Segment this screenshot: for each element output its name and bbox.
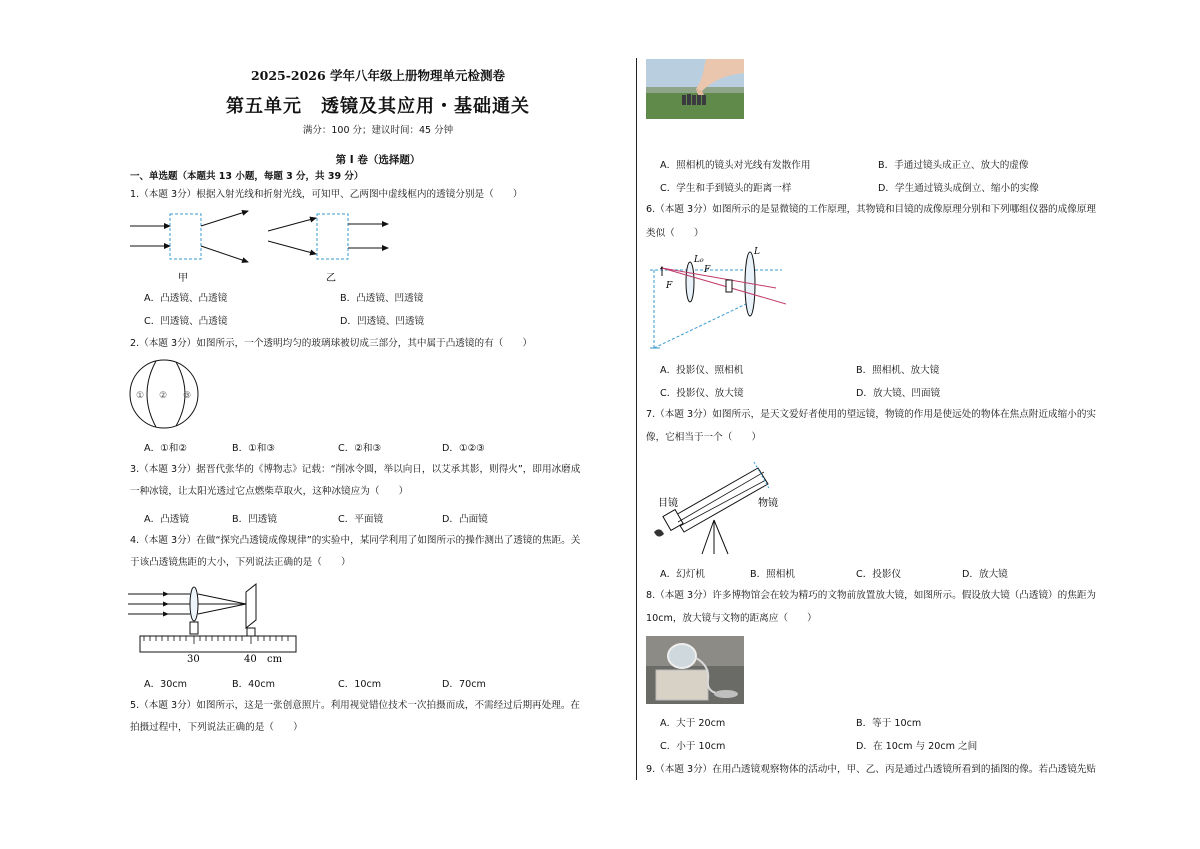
- q7-option-c[interactable]: C．投影仪: [856, 569, 902, 580]
- question-6-stem-line-2: 类似（ ）: [646, 228, 704, 239]
- question-6-stem-line-1: 6.（本题 3分）如图所示的是显微镜的工作原理，其物镜和目镜的成像原理分别和下列哪组仪器的成像原理: [646, 204, 1097, 215]
- question-5-stem-line-2: 拍摄过程中，下列说法正确的是（ ）: [130, 722, 303, 733]
- eyepiece-label: 目镜: [658, 498, 678, 509]
- right-column: [646, 0, 1146, 849]
- eyepiece-label-l: L: [754, 247, 760, 257]
- question-9-stem: 9.（本题 3分）在用凸透镜观察物体的活动中，甲、乙、丙是通过凸透镜所看到的插图的像。若凸透镜先贴: [646, 764, 1097, 775]
- q6-option-c[interactable]: C．投影仪、放大镜: [660, 388, 744, 399]
- q1-figure: [126, 206, 406, 286]
- focal-point-f-right: F: [704, 265, 711, 275]
- section-heading: 第 I 卷（选择题）: [335, 154, 421, 166]
- q6-microscope-figure: [646, 246, 786, 354]
- column-divider: [636, 58, 637, 780]
- focal-point-f-left: F: [666, 281, 673, 291]
- q2-option-c[interactable]: C．②和③: [338, 443, 382, 454]
- q8-option-d[interactable]: D．在 10cm 与 20cm 之间: [856, 741, 978, 752]
- question-4-stem-line-2: 于该凸透镜焦距的大小，下列说法正确的是（ ）: [130, 557, 351, 568]
- q8-option-a[interactable]: A．大于 20cm: [660, 718, 726, 729]
- fig-label-jia: 甲: [178, 273, 188, 284]
- question-2-stem: 2.（本题 3分）如图所示，一个透明均匀的玻璃球被切成三部分，其中属于凸透镜的有（ ）: [130, 338, 533, 349]
- q5-option-b[interactable]: B．手通过镜头成正立、放大的虚像: [878, 160, 1029, 171]
- ruler-mark-40: 40: [244, 654, 257, 665]
- question-7-stem-line-2: 像，它相当于一个（ ）: [646, 432, 762, 443]
- part-heading: 一、单选题（本题共 13 小题，每题 3 分，共 39 分）: [130, 171, 364, 182]
- q2-glass-ball-figure: [128, 358, 200, 430]
- q5-option-a[interactable]: A．照相机的镜头对光线有发散作用: [660, 160, 811, 171]
- question-3-stem-line-1: 3.（本题 3分）据晋代张华的《博物志》记载：“削冰令圆，举以向日，以艾承其影，则得火”，即用冰磨成: [130, 464, 581, 475]
- question-8-stem-line-1: 8.（本题 3分）许多博物馆会在较为精巧的文物前放置放大镜，如图所示。假设放大镜（凸透镜）的焦距为: [646, 590, 1097, 601]
- q6-option-d[interactable]: D．放大镜、凹面镜: [856, 388, 941, 399]
- ruler-mark-30: 30: [187, 654, 200, 665]
- part-1-label: ①: [136, 391, 145, 401]
- question-1-stem: 1.（本题 3分）根据入射光线和折射光线，可知甲、乙两图中虚线框内的透镜分别是（ ）: [130, 189, 523, 200]
- question-7-stem-line-1: 7.（本题 3分）如图所示，是天文爱好者使用的望远镜，物镜的作用是使远处的物体在焦点附近成缩小的实: [646, 409, 1097, 420]
- q7-option-d[interactable]: D．放大镜: [962, 569, 1008, 580]
- part-2-label: ②: [159, 391, 168, 401]
- q1-option-a[interactable]: A．凸透镜、凸透镜: [144, 293, 228, 304]
- question-8-stem-line-2: 10cm，放大镜与文物的距离应（ ）: [646, 613, 817, 624]
- objective-label: 物镜: [758, 498, 778, 509]
- q8-magnifier-photo: [646, 636, 744, 704]
- part-3-label: ③: [183, 391, 192, 401]
- left-column: [126, 0, 630, 849]
- q3-option-c[interactable]: C．平面镜: [338, 514, 384, 525]
- q2-option-a[interactable]: A．①和②: [144, 443, 187, 454]
- q4-optical-bench-figure: [128, 580, 300, 666]
- q2-option-b[interactable]: B．①和③: [232, 443, 275, 454]
- q6-option-a[interactable]: A．投影仪、照相机: [660, 365, 744, 376]
- q7-option-a[interactable]: A．幻灯机: [660, 569, 705, 580]
- q5-option-d[interactable]: D．学生通过镜头成倒立、缩小的实像: [878, 183, 1039, 194]
- q7-telescope-figure: [646, 454, 786, 558]
- q1-option-c[interactable]: C．凹透镜、凸透镜: [144, 316, 228, 327]
- q8-option-c[interactable]: C．小于 10cm: [660, 741, 726, 752]
- q1-option-d[interactable]: D．凹透镜、凹透镜: [340, 316, 425, 327]
- question-3-stem-line-2: 一种冰镜，让太阳光透过它点燃柴草取火，这种冰镜应为（ ）: [130, 486, 409, 497]
- q5-creative-photo: [646, 59, 744, 119]
- q4-option-a[interactable]: A．30cm: [144, 679, 187, 690]
- unit-title: 第五单元 透镜及其应用・基础通关: [226, 96, 530, 117]
- exam-meta: 满分：100 分；建议时间：45 分钟: [302, 125, 454, 136]
- q8-option-b[interactable]: B．等于 10cm: [856, 718, 922, 729]
- q5-option-c[interactable]: C．学生和手到镜头的距离一样: [660, 183, 792, 194]
- q4-option-c[interactable]: C．10cm: [338, 679, 382, 690]
- q1-option-b[interactable]: B．凸透镜、凹透镜: [340, 293, 424, 304]
- q2-option-d[interactable]: D．①②③: [442, 443, 485, 454]
- ruler-unit: cm: [267, 654, 283, 665]
- q3-option-a[interactable]: A．凸透镜: [144, 514, 189, 525]
- fig-label-yi: 乙: [326, 273, 336, 284]
- q7-option-b[interactable]: B．照相机: [750, 569, 795, 580]
- q4-option-b[interactable]: B．40cm: [232, 679, 276, 690]
- q3-option-d[interactable]: D．凸面镜: [442, 514, 488, 525]
- q4-option-d[interactable]: D．70cm: [442, 679, 486, 690]
- q6-option-b[interactable]: B．照相机、放大镜: [856, 365, 940, 376]
- q3-option-b[interactable]: B．凹透镜: [232, 514, 277, 525]
- objective-label-l0: L₀: [694, 255, 704, 265]
- question-5-stem-line-1: 5.（本题 3分）如图所示，这是一张创意照片。利用视觉错位技术一次拍摄而成，不需经过后期再处理。在: [130, 700, 581, 711]
- exam-title: 2025-2026 学年八年级上册物理单元检测卷: [250, 68, 506, 83]
- question-4-stem-line-1: 4.（本题 3分）在做“探究凸透镜成像规律”的实验中，某同学利用了如图所示的操作测出了透镜的焦距。关: [130, 535, 581, 546]
